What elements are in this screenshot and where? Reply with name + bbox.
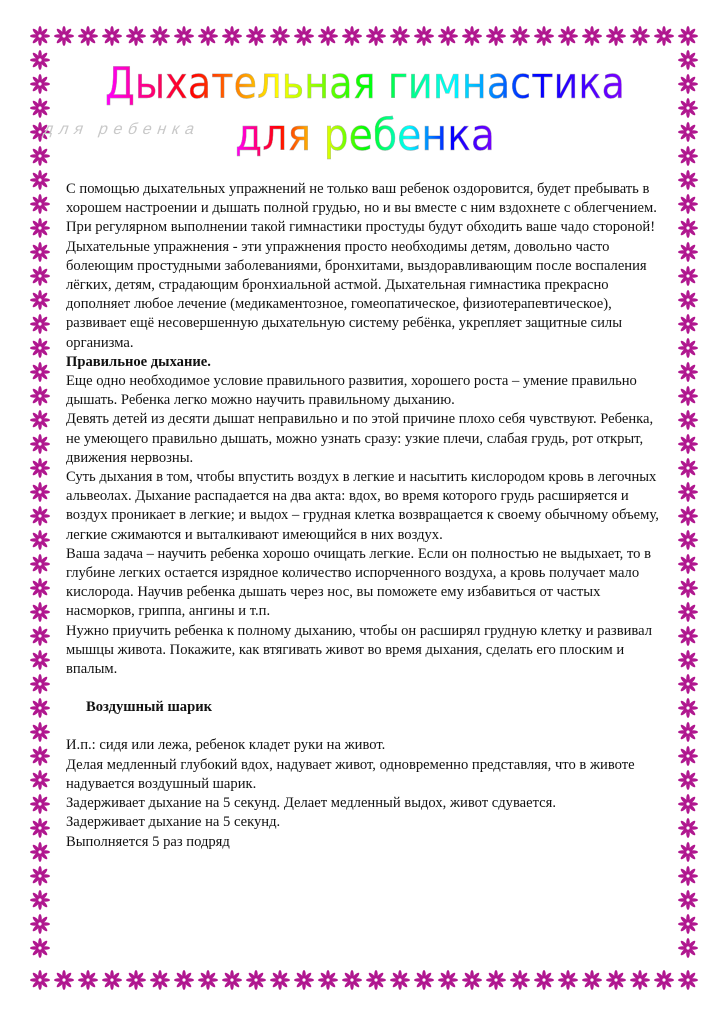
flower-icon [678, 506, 698, 526]
flower-icon [678, 554, 698, 574]
flower-icon [558, 26, 578, 46]
flower-icon [678, 194, 698, 214]
paragraph-breathing-3: Суть дыхания в том, чтобы впустить воздух в легкие и насытить кислородом кровь в легочных альвеолах. Дыхание распадается на два акта: вдох, во время которого грудь расширяется и воздух проникает в легкие; и выдох – грудная клетка возвращается к своему обычному объему, легкие сжимаются и выталкивают имеющийся в них воздух. [66, 469, 659, 543]
flower-icon [30, 458, 50, 478]
decorative-border-bottom [28, 968, 700, 992]
flower-icon [558, 970, 578, 990]
paragraph-breathing-2: Девять детей из десяти дышат неправильно и по этой причине плохо себя чувствуют. Ребенка, не умеющего правильно дышать, можно узнать сразу: узкие плечи, слабая грудь, рот открыт, движения нервозны. [66, 411, 654, 466]
flower-icon [126, 970, 146, 990]
flower-icon [270, 26, 290, 46]
flower-icon [30, 434, 50, 454]
flower-icon [30, 26, 50, 46]
flower-icon [678, 98, 698, 118]
paragraph-exercises: Дыхательные упражнения - эти упражнения просто необходимы детям, довольно часто болеющим простудными заболеваниями, бронхитами, выздоравливающим после воспаления лёгких, детям, страдающим бронхиальной астмой. Дыхательная гимнастика прекрасно дополняет любое лечение (медикаментозное, гомеопатическое, физиотерапевтическое), развивает ещё несовершенную дыхательную систему ребёнка, укрепляет защитные силы организма. [66, 238, 647, 351]
heading-correct-breathing: Правильное дыхание. [66, 353, 211, 370]
flower-icon [30, 866, 50, 886]
flower-icon [270, 970, 290, 990]
flower-icon [30, 650, 50, 670]
flower-icon [30, 314, 50, 334]
flower-icon [678, 242, 698, 262]
flower-icon [678, 938, 698, 958]
flower-icon [678, 770, 698, 790]
flower-icon [678, 626, 698, 646]
flower-icon [678, 746, 698, 766]
flower-icon [678, 314, 698, 334]
flower-icon [678, 26, 698, 46]
flower-icon [390, 970, 410, 990]
flower-icon [678, 122, 698, 142]
flower-icon [342, 970, 362, 990]
flower-icon [30, 290, 50, 310]
flower-icon [630, 970, 650, 990]
flower-icon [30, 914, 50, 934]
flower-icon [606, 26, 626, 46]
heading-balloon: Воздушный шарик [86, 699, 213, 716]
flower-icon [678, 362, 698, 382]
flower-icon [678, 794, 698, 814]
flower-icon [678, 722, 698, 742]
flower-icon [486, 26, 506, 46]
paragraph-balloon-1: И.п.: сидя или лежа, ребенок кладет руки на живот. [66, 737, 386, 754]
flower-icon [462, 970, 482, 990]
flower-icon [678, 818, 698, 838]
flower-icon [150, 26, 170, 46]
flower-icon [30, 674, 50, 694]
flower-icon [246, 26, 266, 46]
flower-icon [30, 794, 50, 814]
flower-icon [414, 26, 434, 46]
decorative-border-right [676, 48, 700, 968]
paragraph-intro: С помощью дыхательных упражнений не только ваш ребенок оздоровится, будет пребывать в хорошем настроении и дышать полной грудью, но и вы вместе с ним вздохнете с облегчением. При регулярном выполнении такой гимнастики простуды будут обходить ваше чадо стороной! [66, 181, 657, 236]
flower-icon [30, 506, 50, 526]
flower-icon [486, 970, 506, 990]
paragraph-balloon-2: Делая медленный глубокий вдох, надувает живот, одновременно представляя, что в животе надувается воздушный шарик. [66, 756, 635, 792]
flower-icon [438, 970, 458, 990]
flower-icon [678, 170, 698, 190]
flower-icon [30, 602, 50, 622]
flower-icon [30, 970, 50, 990]
flower-icon [678, 458, 698, 478]
flower-icon [342, 26, 362, 46]
flower-icon [678, 146, 698, 166]
flower-icon [294, 970, 314, 990]
flower-icon [678, 650, 698, 670]
paragraph-balloon-5: Выполняется 5 раз подряд [66, 833, 230, 850]
paragraph-breathing-1: Еще одно необходимое условие правильного развития, хорошего роста – умение правильно дышать. Ребенка легко можно научить правильному дыханию. [66, 373, 637, 409]
flower-icon [30, 74, 50, 94]
flower-icon [174, 970, 194, 990]
flower-icon [678, 530, 698, 550]
flower-icon [366, 970, 386, 990]
decorative-border-left [28, 48, 52, 968]
flower-icon [606, 970, 626, 990]
flower-icon [30, 842, 50, 862]
flower-icon [510, 970, 530, 990]
flower-icon [102, 970, 122, 990]
flower-icon [30, 722, 50, 742]
flower-icon [30, 218, 50, 238]
flower-icon [678, 970, 698, 990]
flower-icon [126, 26, 146, 46]
flower-icon [174, 26, 194, 46]
flower-icon [534, 970, 554, 990]
paragraph-balloon-4: Задерживает дыхание на 5 секунд. [66, 814, 281, 831]
flower-icon [30, 242, 50, 262]
flower-icon [654, 26, 674, 46]
flower-icon [30, 746, 50, 766]
flower-icon [198, 970, 218, 990]
flower-icon [318, 26, 338, 46]
flower-icon [30, 410, 50, 430]
flower-icon [78, 970, 98, 990]
flower-icon [30, 194, 50, 214]
flower-icon [30, 98, 50, 118]
flower-icon [678, 218, 698, 238]
decorative-border-top [28, 24, 700, 48]
flower-icon [222, 970, 242, 990]
flower-icon [102, 26, 122, 46]
flower-icon [678, 914, 698, 934]
flower-icon [390, 26, 410, 46]
flower-icon [30, 890, 50, 910]
flower-icon [246, 970, 266, 990]
flower-icon [30, 698, 50, 718]
flower-icon [678, 890, 698, 910]
flower-icon [30, 338, 50, 358]
flower-icon [54, 970, 74, 990]
flower-icon [30, 578, 50, 598]
title-line1: Дыхательная гимнастика [105, 58, 625, 109]
flower-icon [678, 290, 698, 310]
flower-icon [654, 970, 674, 990]
flower-icon [54, 26, 74, 46]
flower-icon [438, 26, 458, 46]
flower-icon [534, 26, 554, 46]
flower-icon [30, 50, 50, 70]
flower-icon [582, 970, 602, 990]
flower-icon [30, 818, 50, 838]
flower-icon [30, 482, 50, 502]
flower-icon [678, 842, 698, 862]
flower-icon [678, 602, 698, 622]
flower-icon [678, 50, 698, 70]
article-body [66, 180, 662, 852]
flower-icon [678, 578, 698, 598]
flower-icon [30, 170, 50, 190]
flower-icon [510, 26, 530, 46]
paragraph-breathing-4: Ваша задача – научить ребенка хорошо очищать легкие. Если он полностью не выдыхает, то в глубине легких остается изрядное количество испорченного воздуха, а кровь получает мало кислорода. Научив ребенка дышать через нос, вы поможете ему избавиться от частых насморков, гриппа, ангины и т.п. [66, 545, 651, 620]
flower-icon [318, 970, 338, 990]
flower-icon [78, 26, 98, 46]
title-line2-shadow: для ребенка [41, 120, 198, 138]
flower-icon [582, 26, 602, 46]
page-title [41, 56, 670, 166]
flower-icon [30, 146, 50, 166]
paragraph-breathing-5: Нужно приучить ребенка к полному дыханию, чтобы он расширял грудную клетку и развивал мышцы живота. Покажите, как втягивать живот во время дыхания, сделать его плоским и впалым. [66, 622, 652, 678]
title-line2: для ребенка [235, 110, 495, 161]
flower-icon [30, 626, 50, 646]
flower-icon [678, 74, 698, 94]
flower-icon [678, 386, 698, 406]
flower-icon [678, 482, 698, 502]
flower-icon [678, 410, 698, 430]
flower-icon [30, 386, 50, 406]
flower-icon [678, 866, 698, 886]
flower-icon [198, 26, 218, 46]
flower-icon [30, 554, 50, 574]
flower-icon [30, 938, 50, 958]
flower-icon [222, 26, 242, 46]
flower-icon [630, 26, 650, 46]
flower-icon [30, 770, 50, 790]
flower-icon [462, 26, 482, 46]
flower-icon [678, 338, 698, 358]
flower-icon [678, 698, 698, 718]
flower-icon [678, 434, 698, 454]
flower-icon [294, 26, 314, 46]
flower-icon [150, 970, 170, 990]
flower-icon [366, 26, 386, 46]
flower-icon [678, 674, 698, 694]
flower-icon [678, 266, 698, 286]
flower-icon [414, 970, 434, 990]
flower-icon [30, 530, 50, 550]
paragraph-balloon-3: Задерживает дыхание на 5 секунд. Делает медленный выдох, живот сдувается. [66, 795, 557, 812]
flower-icon [30, 266, 50, 286]
flower-icon [30, 362, 50, 382]
